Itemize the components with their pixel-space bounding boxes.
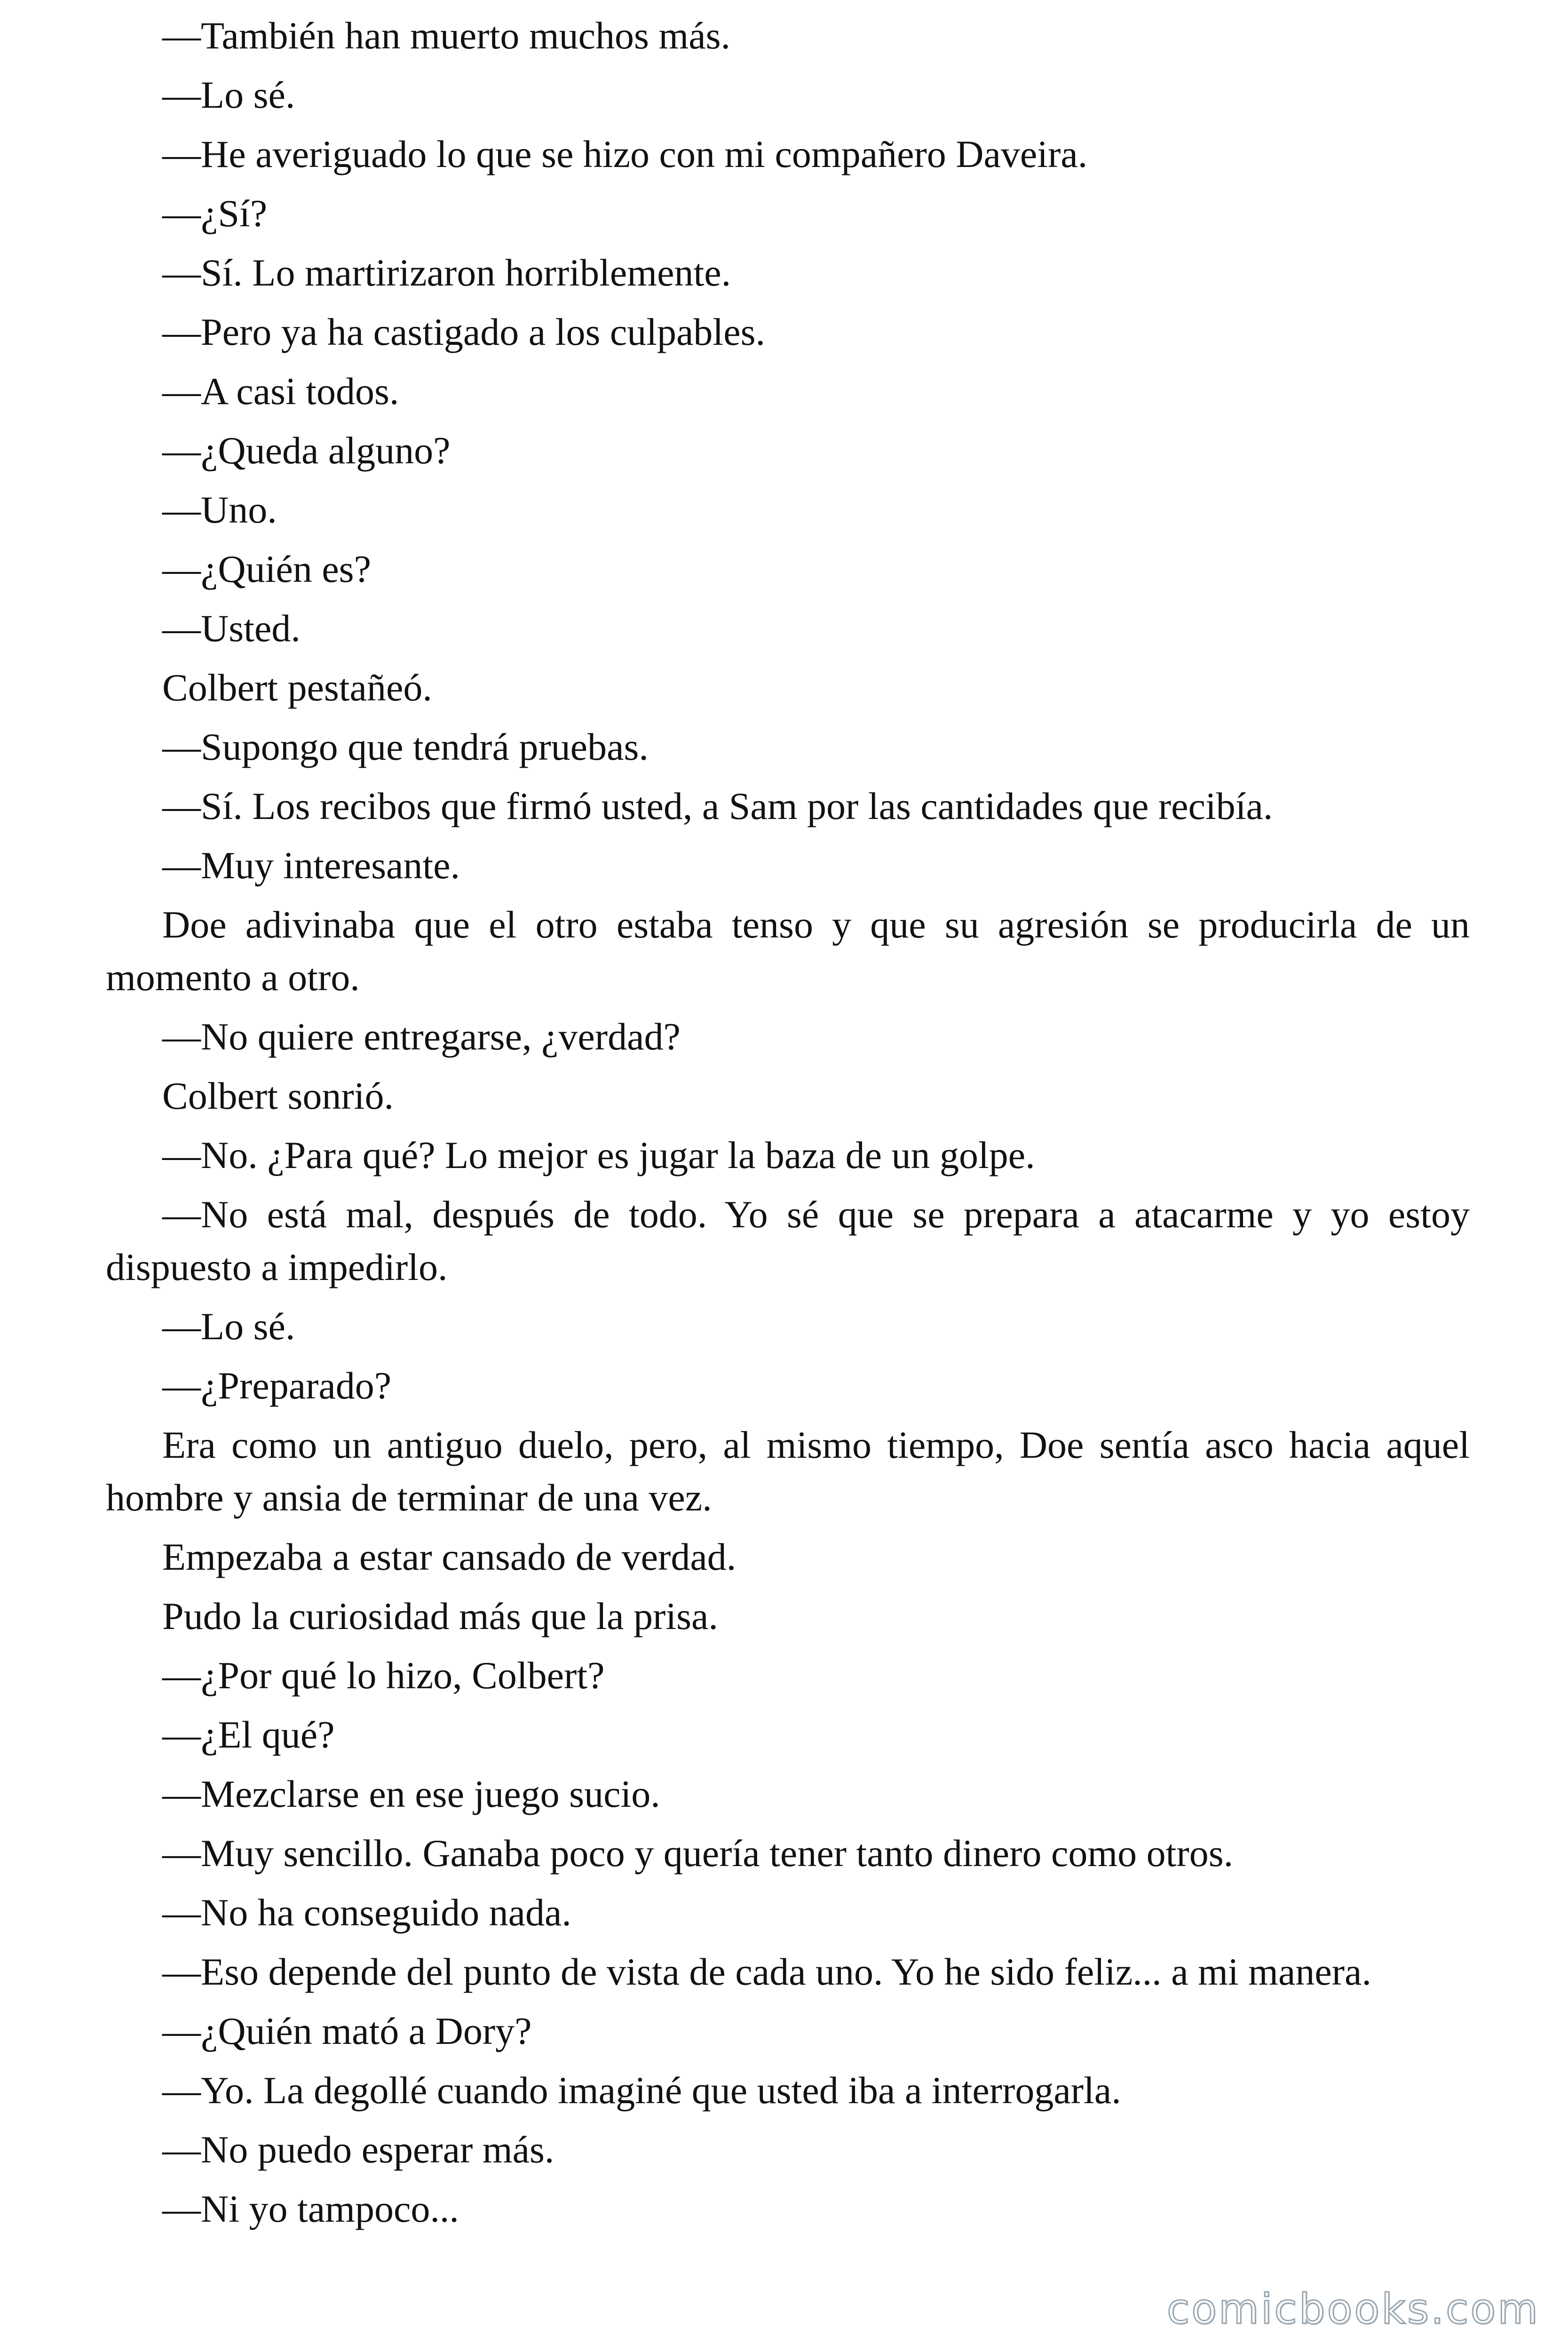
paragraph: —Mezclarse en ese juego sucio. [162, 1772, 660, 1815]
paragraph: —¿El qué? [162, 1713, 335, 1756]
paragraph: —No puedo esperar más. [162, 2128, 554, 2171]
body-text [106, 9, 1470, 2242]
paragraph: Era como un antiguo duelo, pero, al mismo tiempo, Doe sentía asco hacia aquel hombre y ansia de terminar de una vez. [106, 1423, 1470, 1519]
paragraph: —¿Por qué lo hizo, Colbert? [162, 1654, 605, 1697]
paragraph: —No ha conseguido nada. [162, 1891, 571, 1934]
paragraph: —Supongo que tendrá pruebas. [162, 725, 649, 768]
paragraph: —¿Preparado? [162, 1364, 392, 1407]
paragraph: —He averiguado lo que se hizo con mi compañero Daveira. [162, 133, 1088, 175]
paragraph: —No quiere entregarse, ¿verdad? [162, 1015, 681, 1058]
paragraph: —Eso depende del punto de vista de cada uno. Yo he sido feliz... a mi manera. [162, 1950, 1371, 1993]
paragraph: —No está mal, después de todo. Yo sé que se prepara a atacarme y yo estoy dispuesto a impedirlo. [106, 1193, 1470, 1288]
paragraph: —Muy interesante. [162, 844, 460, 887]
paragraph: —Lo sé. [162, 73, 295, 116]
paragraph: —Pero ya ha castigado a los culpables. [162, 310, 766, 353]
paragraph: —¿Sí? [162, 192, 268, 235]
paragraph: Colbert sonrió. [162, 1074, 394, 1117]
paragraph: —También han muerto muchos más. [162, 14, 731, 57]
paragraph: —Sí. Lo martirizaron horriblemente. [162, 251, 731, 294]
paragraph: —A casi todos. [162, 370, 399, 413]
paragraph: —Yo. La degollé cuando imaginé que usted iba a interrogarla. [162, 2069, 1121, 2112]
paragraph: Pudo la curiosidad más que la prisa. [162, 1595, 718, 1637]
paragraph: —Muy sencillo. Ganaba poco y quería tener tanto dinero como otros. [162, 1832, 1234, 1875]
paragraph: Colbert pestañeó. [162, 666, 432, 709]
paragraph: —Lo sé. [162, 1305, 295, 1348]
site-watermark: comicbooks.com [1166, 2285, 1540, 2333]
paragraph: —Ni yo tampoco... [162, 2187, 459, 2230]
paragraph: —¿Quién mató a Dory? [162, 2010, 532, 2052]
paragraph: —Uno. [162, 488, 277, 531]
paragraph: —Sí. Los recibos que firmó usted, a Sam por las cantidades que recibía. [162, 785, 1273, 827]
paragraph: Doe adivinaba que el otro estaba tenso y que su agresión se producirla de un momento a otro. [106, 903, 1470, 999]
paragraph: Empezaba a estar cansado de verdad. [162, 1535, 736, 1578]
paragraph: —Usted. [162, 607, 301, 650]
paragraph: —¿Queda alguno? [162, 429, 451, 472]
paragraph: —No. ¿Para qué? Lo mejor es jugar la baza de un golpe. [162, 1134, 1035, 1176]
paragraph: —¿Quién es? [162, 548, 371, 590]
